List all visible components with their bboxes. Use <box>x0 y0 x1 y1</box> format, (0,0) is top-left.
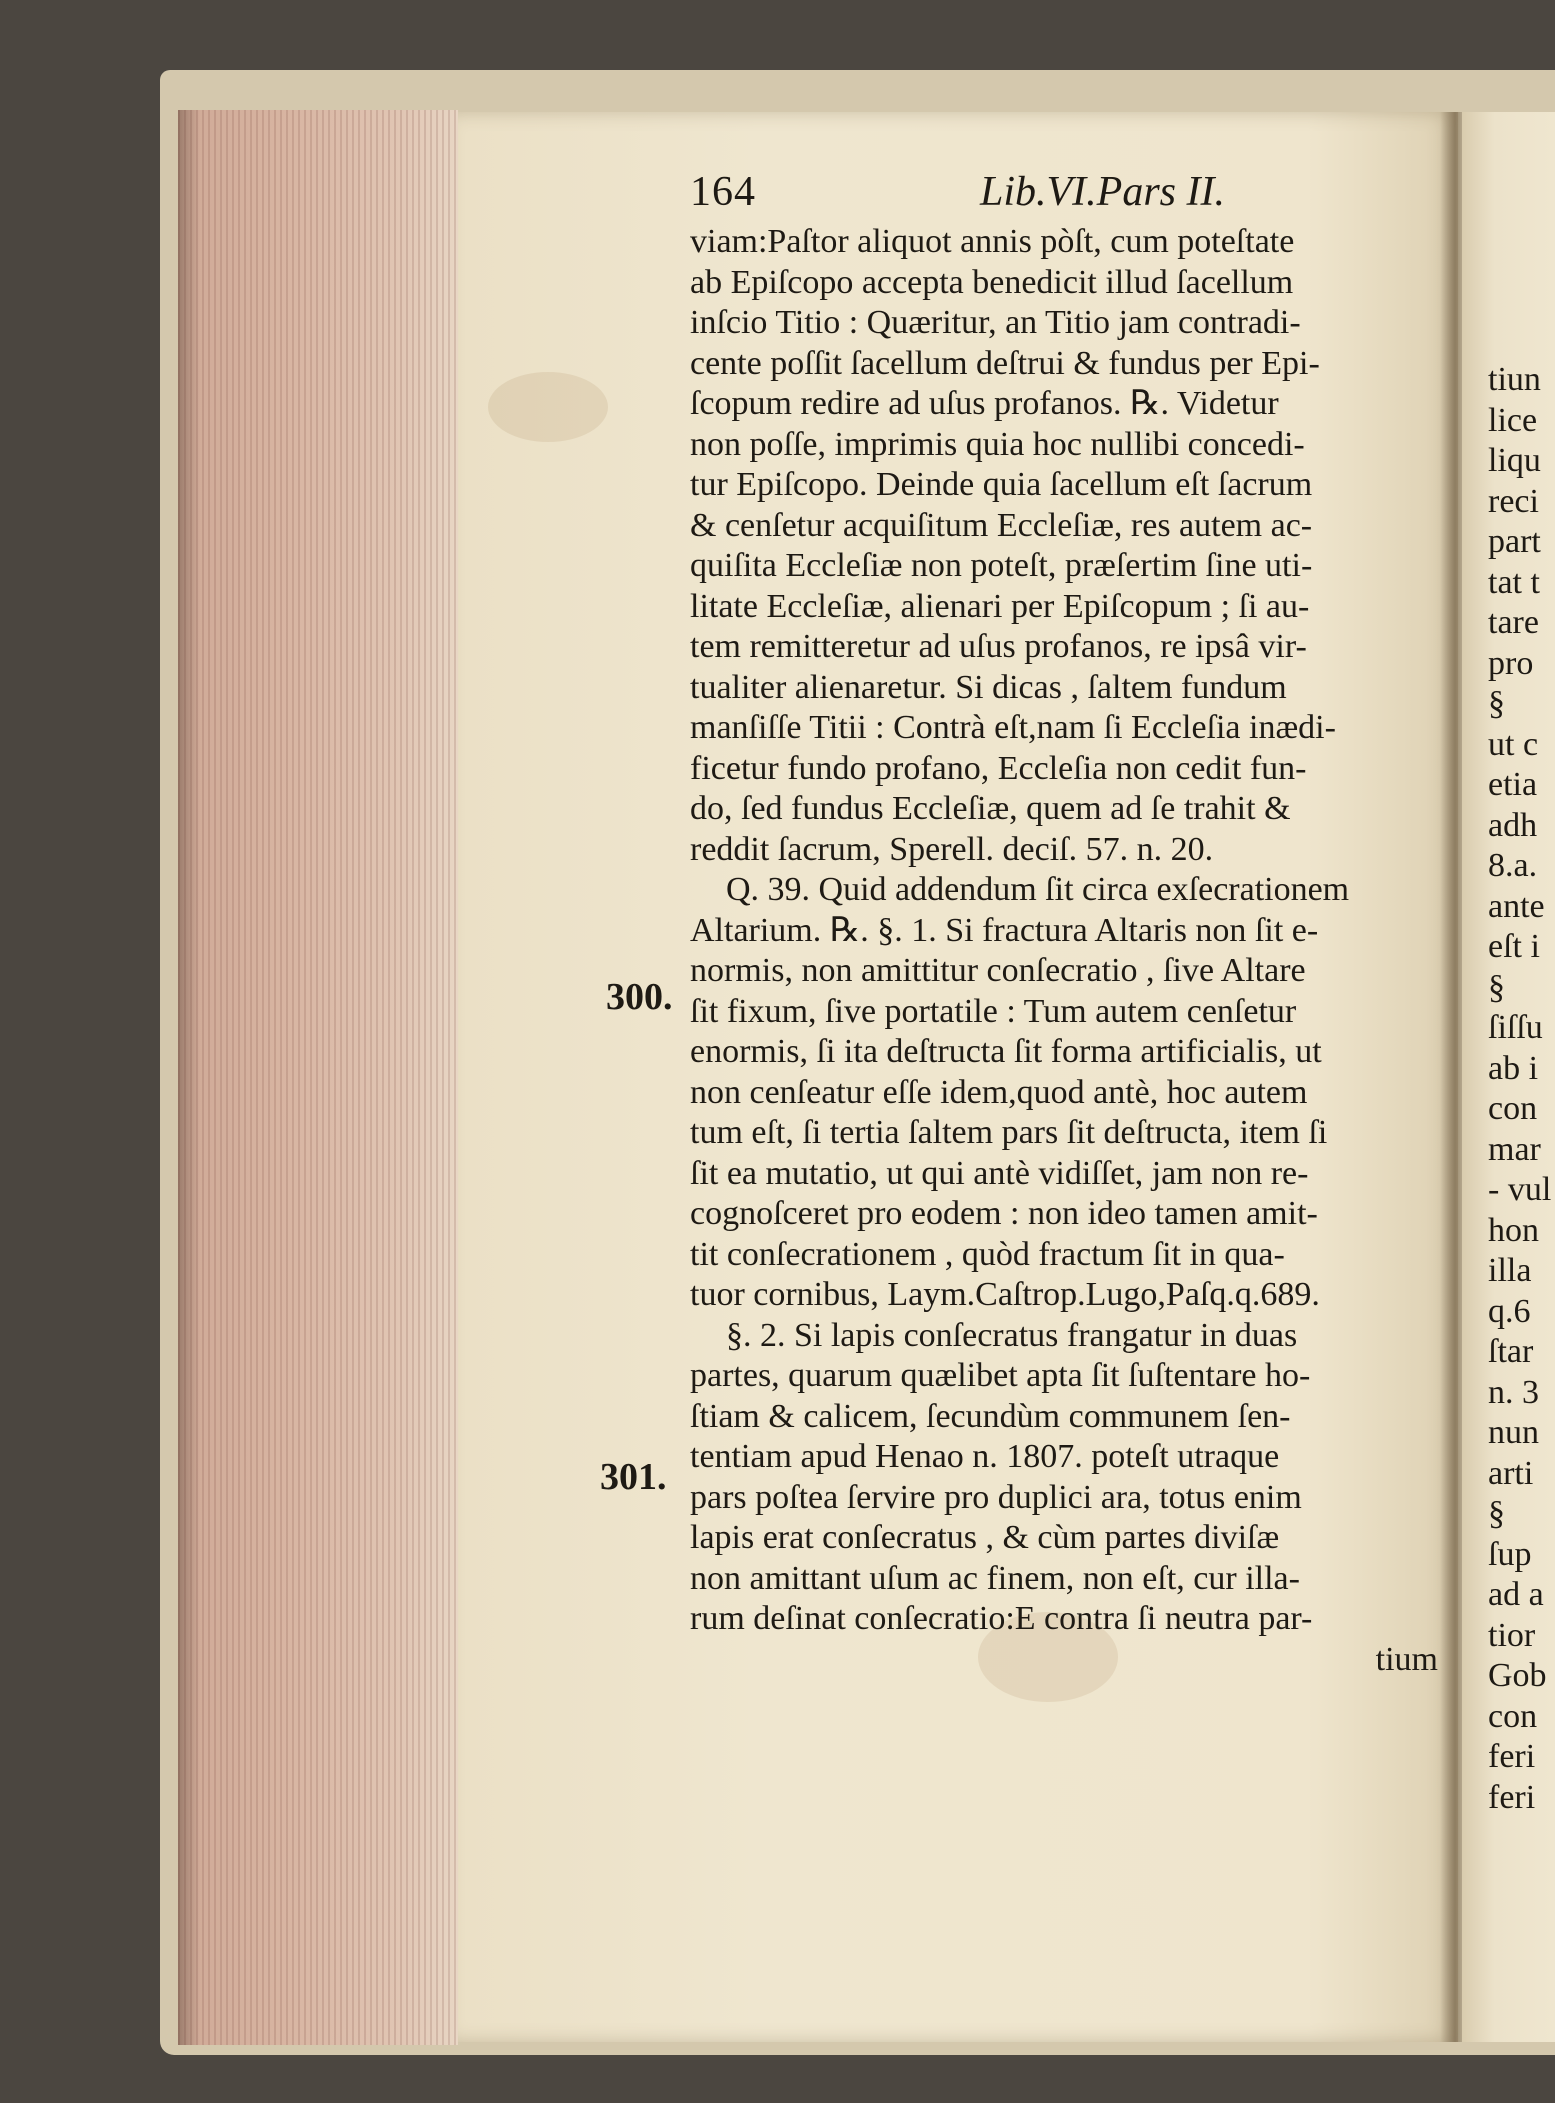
facing-text-line: - vul <box>1488 1171 1552 1208</box>
text-line: rum deſinat conſecratio:E contra ſi neutra par- <box>690 1600 1313 1637</box>
paper-stain <box>488 372 608 442</box>
facing-text-line: mar <box>1488 1130 1541 1168</box>
text-line: cognoſceret pro eodem : non ideo tamen amit- <box>690 1195 1318 1232</box>
facing-text-line: feri <box>1488 1778 1536 1816</box>
text-line: non poſſe, imprimis quia hoc nullibi concedi- <box>690 425 1305 463</box>
facing-text-line: hon <box>1488 1211 1539 1249</box>
text-line: enormis, ſi ita deſtructa ſit forma artificialis, ut <box>690 1033 1322 1070</box>
text-line: pars poſtea ſervire pro duplici ara, totus enim <box>690 1478 1302 1516</box>
facing-text-line: con <box>1488 1090 1538 1127</box>
text-line: tur Epiſcopo. Deinde quia ſacellum eſt ſacrum <box>690 466 1313 503</box>
facing-text-line: liqu <box>1488 442 1541 479</box>
facing-text-line: § <box>1488 968 1505 1006</box>
main-text <box>690 222 1438 1680</box>
text-line: ſtiam & calicem, ſecundùm communem ſen- <box>690 1397 1291 1435</box>
facing-text-line: pro <box>1488 644 1534 682</box>
text-line: viam:Paſtor aliquot annis pòſt, cum poteſtate <box>690 223 1295 260</box>
facing-text-line: Gob <box>1488 1657 1547 1694</box>
text-line: cente poſſit ſacellum deſtrui & fundus per Epi- <box>690 344 1320 382</box>
facing-text-line: ſup <box>1488 1535 1532 1573</box>
text-line: do, ſed fundus Eccleſiæ, quem ad ſe trahit & <box>690 790 1291 827</box>
facing-text-line: ſiſſu <box>1488 1009 1543 1046</box>
facing-text-line: tat t <box>1488 563 1540 601</box>
facing-text-line: nun <box>1488 1414 1539 1451</box>
text-line: non amittant uſum ac finem, non eſt, cur illa- <box>690 1559 1300 1597</box>
margin-number: 300. <box>606 976 673 1018</box>
text-line: normis, non amittitur conſecratio , ſive Altare <box>690 952 1306 989</box>
facing-text-line: n. 3 <box>1488 1373 1539 1411</box>
text-line: Q. 39. Quid addendum ſit circa exſecrationem <box>726 871 1350 908</box>
text-line: tem remitteretur ad uſus profanos, re ipsâ vir- <box>690 628 1307 665</box>
facing-text-line: reci <box>1488 482 1539 520</box>
facing-text-line: part <box>1488 523 1541 560</box>
text-line: tualiter alienaretur. Si dicas , ſaltem fundum <box>690 668 1287 706</box>
facing-text-line: § <box>1488 685 1505 722</box>
facing-text-line: con <box>1488 1697 1538 1735</box>
text-line: ſit ea mutatio, ut qui antè vidiſſet, jam non re- <box>690 1154 1309 1192</box>
text-line: ſit fixum, ſive portatile : Tum autem cenſetur <box>690 992 1297 1030</box>
text-line: ſcopum redire ad uſus profanos. ℞. Videtur <box>690 385 1279 422</box>
facing-text-line: arti <box>1488 1454 1534 1492</box>
text-line: tit conſecrationem , quòd fractum ſit in qua- <box>690 1235 1285 1273</box>
facing-text-line: ab i <box>1488 1049 1539 1087</box>
facing-page-text <box>1488 360 1551 1818</box>
facing-text-line: q.6 <box>1488 1292 1531 1330</box>
facing-text-line: ut c <box>1488 725 1539 763</box>
facing-text-line: tiun <box>1488 361 1541 398</box>
text-line: lapis erat conſecratus , & cùm partes diviſæ <box>690 1519 1280 1556</box>
text-line: litate Eccleſiæ, alienari per Epiſcopum ; ſi au- <box>690 587 1310 625</box>
text-line: ab Epiſcopo accepta benedicit illud ſacellum <box>690 263 1294 301</box>
facing-text-line: lice <box>1488 401 1538 439</box>
text-line: tuor cornibus, Laym.Caſtrop.Lugo,Paſq.q.689. <box>690 1276 1320 1313</box>
facing-text-line: illa <box>1488 1252 1532 1289</box>
edge-shadow <box>178 110 200 2045</box>
facing-page <box>1462 112 1555 2042</box>
page-edges <box>178 110 458 2045</box>
facing-text-line: ſtar <box>1488 1333 1534 1370</box>
text-line: tentiam apud Henao n. 1807. poteſt utraque <box>690 1438 1280 1475</box>
facing-text-line: 8.a. <box>1488 847 1538 884</box>
text-line: & cenſetur acquiſitum Eccleſiæ, res autem ac- <box>690 506 1313 544</box>
page-number: 164 <box>690 169 756 215</box>
text-line: reddit ſacrum, Sperell. deciſ. 57. n. 20. <box>690 830 1214 868</box>
facing-text-line: tior <box>1488 1616 1536 1654</box>
facing-text-line: ante <box>1488 887 1545 925</box>
facing-text-line: tare <box>1488 604 1539 641</box>
facing-text-line: feri <box>1488 1738 1536 1775</box>
facing-text-line: § <box>1488 1495 1505 1532</box>
text-line: inſcio Titio : Quæritur, an Titio jam contradi- <box>690 304 1301 341</box>
text-line: manſiſſe Titii : Contrà eſt,nam ſi Eccleſia inædi- <box>690 709 1336 746</box>
running-title: Lib.VI.Pars II. <box>980 169 1225 215</box>
text-line: non cenſeatur eſſe idem,quod antè, hoc autem <box>690 1073 1308 1111</box>
text-line: tum eſt, ſi tertia ſaltem pars ſit deſtructa, item ſi <box>690 1114 1328 1151</box>
text-line: ficetur fundo profano, Eccleſia non cedit fun- <box>690 749 1307 787</box>
text-line: tium <box>1375 1640 1438 1678</box>
facing-text-line: eſt i <box>1488 928 1540 965</box>
facing-text-line: etia <box>1488 766 1538 803</box>
margin-number: 301. <box>600 1456 667 1498</box>
facing-text-line: adh <box>1488 806 1538 844</box>
facing-text-line: ad a <box>1488 1576 1544 1613</box>
page-header <box>690 168 1250 228</box>
text-line: Altarium. ℞. §. 1. Si fractura Altaris non ſit e- <box>690 911 1319 949</box>
text-line: partes, quarum quælibet apta ſit ſuſtentare ho- <box>690 1357 1311 1394</box>
text-line: §. 2. Si lapis conſecratus frangatur in duas <box>726 1316 1298 1354</box>
text-line: quiſita Eccleſiæ non poteſt, præſertim ſine uti- <box>690 547 1313 584</box>
